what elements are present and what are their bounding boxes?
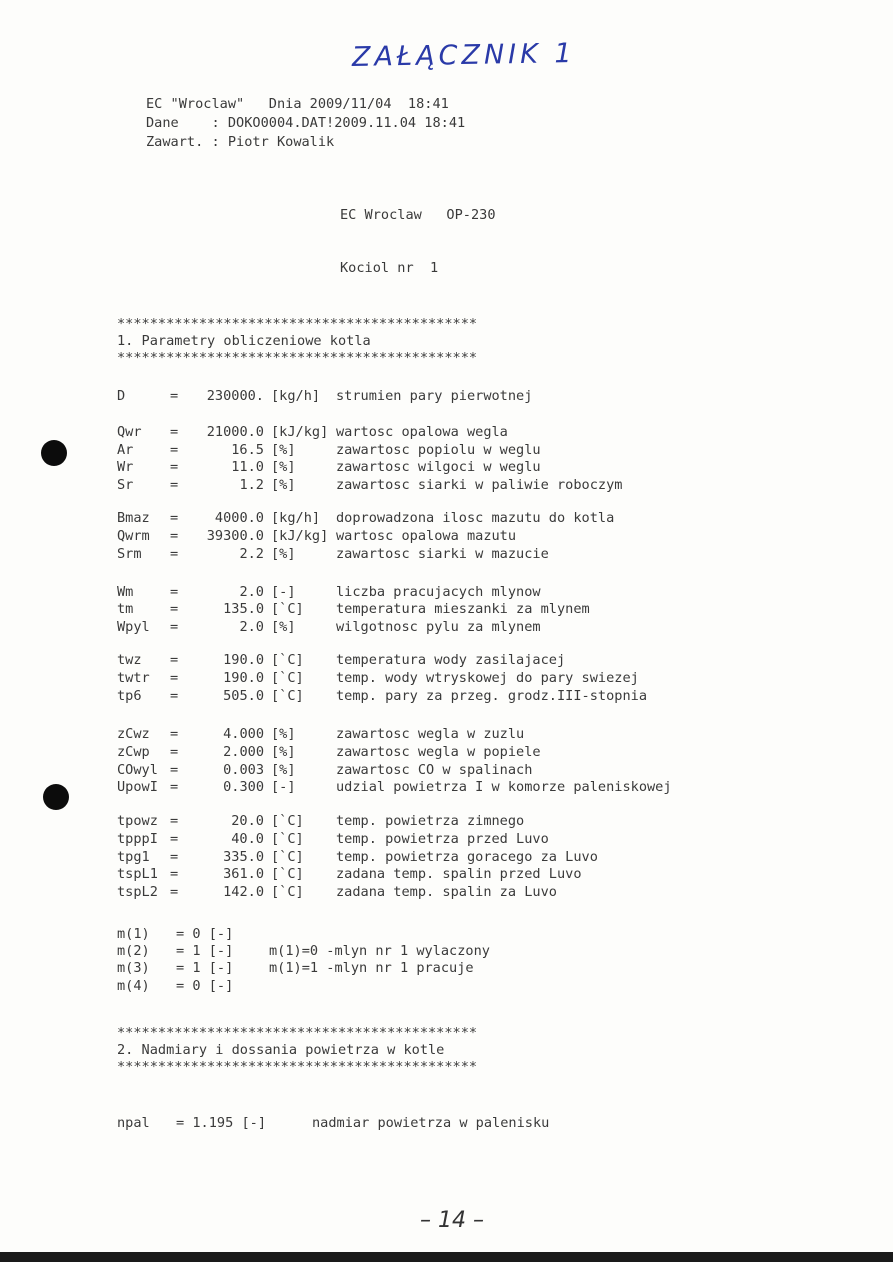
section-1-heading: 1. Parametry obliczeniowe kotla [117,333,371,349]
param-description: zawartosc siarki w mazucie [336,546,549,562]
param-symbol: UpowI [117,779,158,795]
param-equals: = [170,459,179,475]
param-symbol: tpppI [117,831,158,847]
param-symbol: tpg1 [117,849,150,865]
param-description: zadana temp. spalin za Luvo [336,884,557,900]
param-equals: = [170,744,179,760]
param-symbol: Bmaz [117,510,150,526]
param-description: zawartosc popiolu w weglu [336,442,541,458]
param-unit: [`C] [271,866,304,882]
section-2-heading: 2. Nadmiary i dossania powietrza w kotle [117,1042,445,1058]
param-description: temp. powietrza zimnego [336,813,525,829]
param-equals: = [170,866,179,882]
param-unit: [%] [271,459,296,475]
param-value: 20.0 [231,813,264,829]
param-description: doprowadzona ilosc mazutu do kotla [336,510,615,526]
param-unit: [-] [271,584,296,600]
param-unit: [`C] [271,652,304,668]
param-symbol: D [117,388,126,404]
param-unit: [kg/h] [271,510,321,526]
param-symbol: twz [117,652,142,668]
param-description: temperatura wody zasilajacej [336,652,566,668]
param-symbol: tspL1 [117,866,158,882]
param-value: 135.0 [223,601,264,617]
param-equals: = [170,442,179,458]
param-description: zawartosc wegla w zuzlu [336,726,525,742]
param-description: zawartosc wilgoci w weglu [336,459,541,475]
mill-symbol: m(3) [117,960,150,976]
handwritten-page-number: – 14 – [420,1208,484,1233]
param-unit: [`C] [271,601,304,617]
param-value: 2.000 [223,744,264,760]
param-symbol: tp6 [117,688,142,704]
npal-description: nadmiar powietrza w palenisku [312,1115,550,1131]
param-value: 16.5 [231,442,264,458]
param-equals: = [170,762,179,778]
param-description: wilgotnosc pylu za mlynem [336,619,541,635]
mill-symbol: m(1) [117,926,150,942]
param-description: udzial powietrza I w komorze paleniskowej [336,779,672,795]
param-description: liczba pracujacych mlynow [336,584,541,600]
plant-title: EC Wroclaw OP-230 [340,207,496,223]
npal-symbol: npal [117,1115,150,1131]
param-description: temp. powietrza przed Luvo [336,831,549,847]
param-description: temp. pary za przeg. grodz.III-stopnia [336,688,647,704]
param-description: zawartosc wegla w popiele [336,744,541,760]
param-unit: [kJ/kg] [271,528,329,544]
stars-divider: ******************************************** [117,1059,478,1075]
param-value: 230000. [206,388,264,404]
param-description: zadana temp. spalin przed Luvo [336,866,582,882]
mill-symbol: m(4) [117,978,150,994]
param-symbol: Qwrm [117,528,150,544]
param-value: 335.0 [223,849,264,865]
param-value: 40.0 [231,831,264,847]
param-equals: = [170,884,179,900]
param-equals: = [170,779,179,795]
param-value: 2.2 [239,546,264,562]
param-unit: [`C] [271,831,304,847]
param-description: zawartosc siarki w paliwie roboczym [336,477,623,493]
param-value: 11.0 [231,459,264,475]
param-equals: = [170,510,179,526]
param-description: wartosc opalowa wegla [336,424,508,440]
stars-divider: ******************************************** [117,350,478,366]
param-symbol: tpowz [117,813,158,829]
param-value: 190.0 [223,652,264,668]
mill-value: = 0 [-] [176,978,234,994]
param-equals: = [170,726,179,742]
param-equals: = [170,388,179,404]
mill-value: = 1 [-] [176,960,234,976]
param-description: zawartosc CO w spalinach [336,762,533,778]
param-symbol: zCwz [117,726,150,742]
param-value: 142.0 [223,884,264,900]
param-value: 21000.0 [206,424,264,440]
param-symbol: Wpyl [117,619,150,635]
param-symbol: Srm [117,546,142,562]
param-value: 2.0 [239,584,264,600]
param-value: 4000.0 [214,510,264,526]
param-unit: [`C] [271,849,304,865]
npal-value: = 1.195 [-] [176,1115,267,1131]
stars-divider: ******************************************** [117,316,478,332]
header-line-1: EC "Wroclaw" Dnia 2009/11/04 18:41 [146,96,449,112]
param-symbol: tm [117,601,134,617]
param-value: 39300.0 [206,528,264,544]
param-unit: [%] [271,546,296,562]
param-unit: [%] [271,762,296,778]
punch-hole [43,784,69,810]
param-description: temp. wody wtryskowej do pary swiezej [336,670,639,686]
param-unit: [`C] [271,688,304,704]
stars-divider: ******************************************** [117,1025,478,1041]
param-symbol: Ar [117,442,134,458]
param-unit: [%] [271,744,296,760]
param-description: temp. powietrza goracego za Luvo [336,849,598,865]
param-unit: [kJ/kg] [271,424,329,440]
param-equals: = [170,477,179,493]
param-unit: [`C] [271,813,304,829]
param-value: 0.300 [223,779,264,795]
param-unit: [`C] [271,670,304,686]
param-value: 0.003 [223,762,264,778]
param-unit: [kg/h] [271,388,321,404]
param-value: 190.0 [223,670,264,686]
param-value: 4.000 [223,726,264,742]
param-value: 1.2 [239,477,264,493]
mill-symbol: m(2) [117,943,150,959]
mill-note: m(1)=1 -mlyn nr 1 pracuje [269,960,474,976]
param-equals: = [170,601,179,617]
param-description: temperatura mieszanki za mlynem [336,601,590,617]
header-line-2: Dane : DOKO0004.DAT!2009.11.04 18:41 [146,115,466,131]
param-equals: = [170,831,179,847]
param-symbol: Qwr [117,424,142,440]
param-unit: [%] [271,477,296,493]
param-unit: [-] [271,779,296,795]
param-value: 505.0 [223,688,264,704]
param-symbol: twtr [117,670,150,686]
param-unit: [%] [271,442,296,458]
param-symbol: Sr [117,477,134,493]
punch-hole [41,440,67,466]
param-equals: = [170,688,179,704]
param-equals: = [170,424,179,440]
param-unit: [%] [271,726,296,742]
param-symbol: Wr [117,459,134,475]
param-equals: = [170,670,179,686]
param-equals: = [170,849,179,865]
param-equals: = [170,652,179,668]
param-unit: [%] [271,619,296,635]
param-symbol: COwyl [117,762,158,778]
param-equals: = [170,584,179,600]
scan-bottom-edge [0,1252,893,1262]
param-description: strumien pary pierwotnej [336,388,533,404]
param-symbol: tspL2 [117,884,158,900]
param-description: wartosc opalowa mazutu [336,528,517,544]
param-unit: [`C] [271,884,304,900]
param-value: 2.0 [239,619,264,635]
param-equals: = [170,813,179,829]
mill-value: = 1 [-] [176,943,234,959]
mill-note: m(1)=0 -mlyn nr 1 wylaczony [269,943,490,959]
mill-value: = 0 [-] [176,926,234,942]
header-line-3: Zawart. : Piotr Kowalik [146,134,335,150]
param-equals: = [170,546,179,562]
param-symbol: Wm [117,584,134,600]
param-symbol: zCwp [117,744,150,760]
param-equals: = [170,528,179,544]
param-value: 361.0 [223,866,264,882]
boiler-title: Kociol nr 1 [340,260,439,276]
param-equals: = [170,619,179,635]
handwritten-attachment-title: ZAŁĄCZNIK 1 [351,38,576,73]
